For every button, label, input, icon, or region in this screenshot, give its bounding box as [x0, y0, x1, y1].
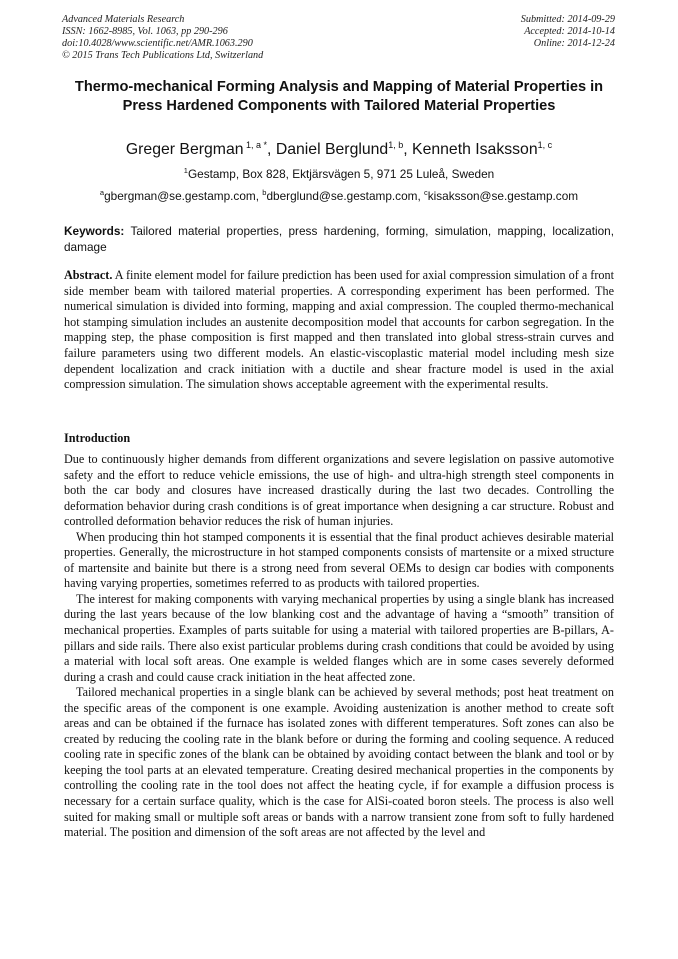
abstract-text: A finite element model for failure prediction has been used for axial compression simulation of a front side member beam with tailored material properties. A corresponding experiment has been performed. The numerical simulation is divided into forming, mapping and axial compression. The coupled thermo-mechanical hot stamping simulation includes an austenite decomposition model that accounts for carbon segregation. In the mapping step, the phase composition is first mapped and then translated into global stress-strain curves and failure parameters using two different models. An elastic-viscoplastic material model including mesh size dependent localization and crack initiation with a ductile and shear fracture model is used in the axial compression simulation. The simulation shows acceptable agreement with the experimental results. [64, 268, 614, 392]
author-sup: 1, c [537, 140, 553, 150]
section-heading-introduction: Introduction [64, 431, 131, 445]
body-paragraph: Due to continuously higher demands from different organizations and severe legislation on passive automotive safety and the effort to reduce vehicle emissions, the use of high- and ultra-high strength steel components in both the car body and closures have increased drastically during the last two decades. Controlling the deformation behavior during crash conditions is of great importance when designing a car structure. Robust and controlled deformation behavior reduces the risk of human injuries. [64, 452, 614, 529]
introduction-body [64, 452, 614, 841]
email-list [30, 188, 648, 204]
abstract [64, 268, 614, 393]
journal-name: Advanced Materials Research [62, 14, 185, 25]
email-address: gbergman@se.gestamp.com, [104, 189, 263, 203]
keywords-text: Tailored material properties, press hardening, forming, simulation, mapping, localization, damage [64, 224, 614, 254]
author-list [40, 140, 638, 160]
email-address: dberglund@se.gestamp.com, [266, 189, 425, 203]
author-separator: , [267, 141, 276, 158]
accepted-date: Accepted: 2014-10-14 [524, 26, 615, 37]
abstract-label: Abstract. [64, 268, 113, 282]
author-sup: 1, b [388, 140, 404, 150]
body-paragraph: The interest for making components with varying mechanical properties by using a single blank has increased during the last years because of the low blanking cost and the advantage of having a “smooth” transition of mechanical properties. Examples of parts suitable for using a material with tailored properties are B-pillars, A-pillars and side rails. There also exist particular problems during crash conditions that could be avoided by using a material with local soft areas. One example is welded flanges which are in some cases severely deformed during a crash and could cause crack initiation in the heat affected zone. [64, 591, 614, 684]
author-sup: 1, a * [243, 140, 268, 150]
copyright-line: © 2015 Trans Tech Publications Ltd, Switzerland [62, 50, 264, 61]
submitted-date: Submitted: 2014-09-29 [520, 14, 615, 25]
email-sup: a [99, 188, 105, 197]
email-sup: b [262, 188, 267, 197]
affiliation-text: Gestamp, Box 828, Ektjärsvägen 5, 971 25 Luleå, Sweden [187, 167, 495, 181]
author-name: Daniel Berglund [275, 141, 389, 158]
email-address: kisaksson@se.gestamp.com [427, 189, 579, 203]
affiliation-sup: 1 [183, 166, 188, 175]
issn-line: ISSN: 1662-8985, Vol. 1063, pp 290-296 [62, 26, 228, 37]
body-paragraph: Tailored mechanical properties in a single blank can be achieved by several methods; post heat treatment on the specific areas of the component is one example. Avoiding austenization is another method to create soft areas and can be obtained if the furnace has isolated zones with different temperatures. Soft zones can also be created by reducing the cooling rate in the blank before or during the forming and cooling sequence. A reduced cooling rate in specific zones of the blank can be obtained by avoiding contact between the blank and tool or by keeping the tool parts at an elevated temperature. Creating desired mechanical properties in the components by controlling the cooling rate in the tool does not affect the heating cycle, if for example a diffusion process is necessary for a certain surface quality, which is the case for AlSi-coated boron steels. The process is also well suited for making small or multiple soft areas or bands with a narrow transient zone from soft to fully hardened material. The position and dimension of the soft areas are not affected by the level and [64, 685, 614, 840]
author-separator: , [403, 141, 413, 158]
author-name: Kenneth Isaksson [412, 141, 538, 158]
paper-title: Thermo-mechanical Forming Analysis and Mapping of Material Properties in Press Hardened Components with Tailored Material Properties [74, 79, 604, 114]
affiliation [40, 166, 638, 182]
author-name: Greger Bergman [125, 141, 244, 158]
body-paragraph: When producing thin hot stamped components it is essential that the final product achieves desirable material properties. Generally, the microstructure in hot stamped components consists of martensite or a mixed structure of martensite and bainite but there is a strong need from several OEMs to design car bodies with components having varying properties, sometimes referred to as products with tailored properties. [64, 529, 614, 591]
keywords-label: Keywords: [64, 224, 125, 238]
email-sup: c [424, 188, 428, 197]
keywords [64, 223, 614, 255]
submission-dates [521, 14, 615, 50]
online-date: Online: 2014-12-24 [533, 38, 615, 49]
journal-info [62, 14, 263, 62]
doi-line: doi:10.4028/www.scientific.net/AMR.1063.290 [62, 38, 253, 49]
